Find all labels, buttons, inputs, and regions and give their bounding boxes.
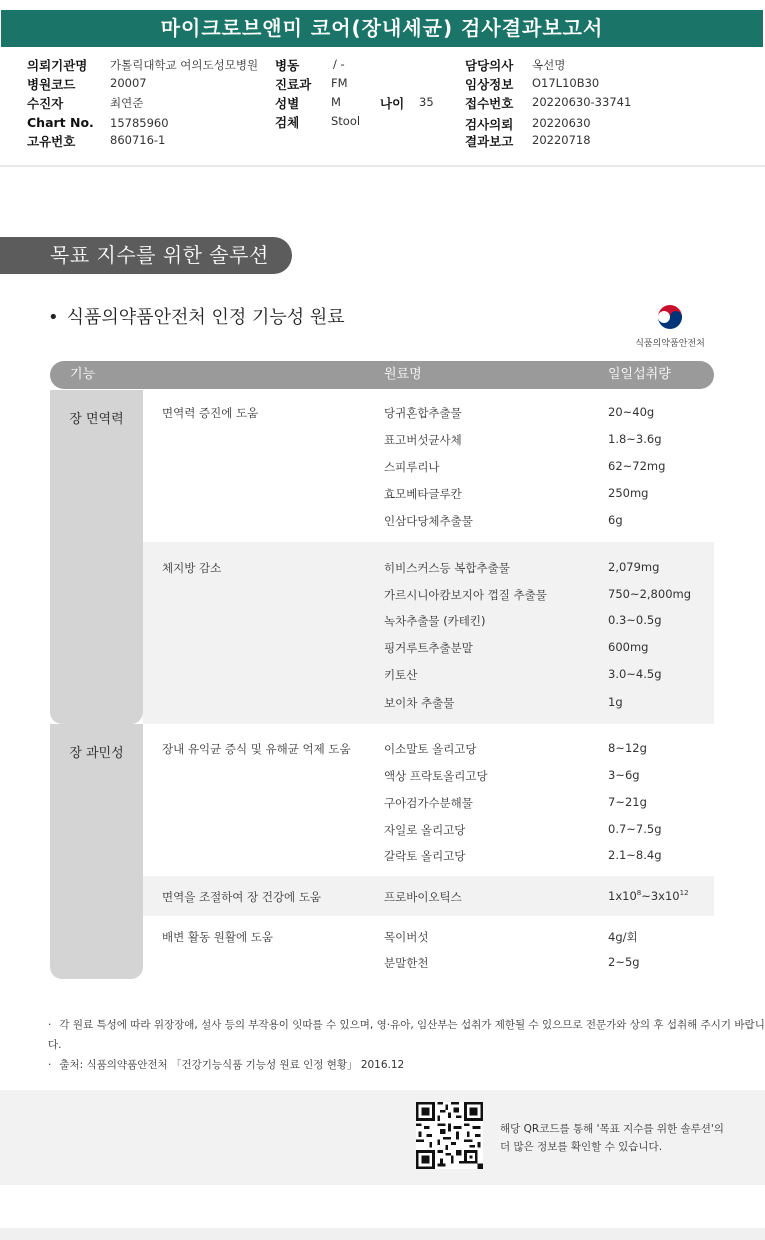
clinical-info-label: 임상정보 bbox=[465, 77, 514, 92]
chart-no-value: 15785960 bbox=[110, 116, 169, 130]
footnote bbox=[48, 1015, 765, 1055]
uid-label: 고유번호 bbox=[27, 134, 76, 149]
section-bullet: • bbox=[48, 307, 59, 328]
daily-dose: 3~6g bbox=[608, 768, 640, 782]
institution-label: 의뢰기관명 bbox=[27, 58, 88, 73]
daily-dose: 6g bbox=[608, 513, 623, 527]
table-row bbox=[0, 486, 765, 506]
ingredient-name: 핑거루트추출분말 bbox=[384, 641, 473, 655]
section-title-text: 식품의약품안전처 인정 기능성 원료 bbox=[66, 307, 345, 328]
ingredient-name: 효모베타글루칸 bbox=[384, 487, 462, 501]
mfds-logo-label: 식품의약품안전처 bbox=[635, 339, 705, 349]
divider bbox=[0, 165, 765, 167]
ingredient-name: 인삼다당체추출물 bbox=[384, 514, 473, 528]
footnote-text: 각 원료 특성에 따라 위장장애, 설사 등의 부작용이 잇따를 수 있으며, 영·유아, 임산부는 섭취가 제한될 수 있으므로 전문가와 상의 후 섭취해 주시기 바랍니다. bbox=[48, 1019, 765, 1051]
ingredient-name: 스피루리나 bbox=[384, 460, 440, 474]
group-gut-sensitivity: 장 과민성 bbox=[50, 724, 143, 979]
specimen-label: 검체 bbox=[275, 115, 300, 130]
daily-dose: 0.3~0.5g bbox=[608, 613, 662, 627]
ingredient-name: 갈락토 올리고당 bbox=[384, 849, 466, 863]
sex-label: 성별 bbox=[275, 96, 300, 111]
footnotes bbox=[48, 1015, 765, 1075]
table-row bbox=[0, 741, 765, 761]
table-row bbox=[0, 640, 765, 660]
table-row bbox=[0, 822, 765, 842]
table-row bbox=[0, 929, 765, 949]
header-dose: 일일섭취량 bbox=[608, 367, 671, 382]
footnote-text: 출처: 식품의약품안전처 「건강기능식품 기능성 원료 인정 현황」 2016.12 bbox=[59, 1059, 405, 1071]
ingredient-name: 보이차 추출물 bbox=[384, 696, 455, 710]
page-bottom-strip bbox=[0, 1228, 765, 1240]
hospital-code-label: 병원코드 bbox=[27, 77, 76, 92]
daily-dose: 0.7~7.5g bbox=[608, 822, 662, 836]
footnote-bullet: · bbox=[48, 1019, 52, 1031]
ingredient-name: 키토산 bbox=[384, 668, 418, 682]
chart-no-label: Chart No. bbox=[27, 115, 94, 130]
report-date-label: 결과보고 bbox=[465, 134, 514, 149]
ingredient-name: 분말한천 bbox=[384, 956, 429, 970]
daily-dose: 2~5g bbox=[608, 955, 640, 969]
recipient-value: 최연준 bbox=[110, 96, 144, 110]
qr-line-1: 해당 QR코드를 통해 '목표 지수를 위한 솔루션'의 bbox=[500, 1123, 724, 1135]
ward-value: / - bbox=[333, 57, 345, 71]
doctor-label: 담당의사 bbox=[465, 58, 514, 73]
table-row bbox=[0, 848, 765, 868]
dept-label: 진료과 bbox=[275, 77, 312, 92]
specimen-value: Stool bbox=[331, 114, 361, 128]
hospital-code-value: 20007 bbox=[110, 76, 147, 90]
daily-dose bbox=[608, 889, 689, 903]
ingredient-name: 프로바이오틱스 bbox=[384, 890, 462, 904]
daily-dose: 4g/회 bbox=[608, 930, 638, 944]
daily-dose: 1.8~3.6g bbox=[608, 432, 662, 446]
dose-exponent: 8 bbox=[636, 889, 642, 898]
dose-part: ~3x10 bbox=[641, 889, 680, 903]
ingredient-name: 녹차추출물 (카테킨) bbox=[384, 614, 486, 628]
clinical-info-value: O17L10B30 bbox=[532, 76, 600, 90]
header-ingredient: 원료명 bbox=[384, 367, 422, 382]
taegeuk-icon bbox=[653, 302, 687, 332]
ingredient-name: 히비스커스등 복합추출물 bbox=[384, 561, 510, 575]
dose-exponent: 12 bbox=[679, 889, 689, 898]
dose-part: 1x10 bbox=[608, 889, 637, 903]
ingredient-name: 구아검가수분해물 bbox=[384, 796, 473, 810]
daily-dose: 8~12g bbox=[608, 741, 647, 755]
daily-dose: 3.0~4.5g bbox=[608, 667, 662, 681]
daily-dose: 250mg bbox=[608, 486, 649, 500]
daily-dose: 20~40g bbox=[608, 405, 655, 419]
table-row bbox=[0, 587, 765, 607]
dept-value: FM bbox=[331, 76, 348, 90]
table-row bbox=[0, 432, 765, 452]
sex-value: M bbox=[331, 95, 341, 109]
doctor-value: 옥선명 bbox=[532, 58, 566, 72]
qr-line-2: 더 많은 정보를 확인할 수 있습니다. bbox=[500, 1141, 663, 1153]
solution-banner: 목표 지수를 위한 솔루션 bbox=[0, 237, 292, 274]
table-row bbox=[0, 955, 765, 975]
header-function: 기능 bbox=[70, 367, 96, 382]
table-row bbox=[0, 695, 765, 715]
ward-label: 병동 bbox=[275, 58, 300, 73]
table-row bbox=[0, 513, 765, 533]
request-date-value: 20220630 bbox=[532, 116, 591, 130]
uid-value: 860716-1 bbox=[110, 133, 166, 147]
table-row bbox=[0, 889, 765, 909]
daily-dose: 2.1~8.4g bbox=[608, 848, 662, 862]
function-label: 체지방 감소 bbox=[162, 561, 222, 575]
recipient-label: 수진자 bbox=[27, 96, 64, 111]
section-title bbox=[48, 303, 345, 329]
table-row bbox=[0, 613, 765, 633]
ingredient-name: 당귀혼합추출물 bbox=[384, 406, 462, 420]
table-header bbox=[50, 361, 714, 389]
daily-dose: 7~21g bbox=[608, 795, 647, 809]
function-label: 면역력 증진에 도움 bbox=[162, 406, 259, 420]
table-row bbox=[0, 768, 765, 788]
qr-code-icon[interactable] bbox=[416, 1102, 483, 1169]
patient-info bbox=[0, 56, 765, 152]
daily-dose: 1g bbox=[608, 695, 623, 709]
report-date-value: 20220718 bbox=[532, 133, 591, 147]
table-row bbox=[0, 459, 765, 479]
footnote bbox=[48, 1055, 765, 1075]
ingredient-name: 표고버섯균사체 bbox=[384, 433, 462, 447]
qr-description bbox=[500, 1120, 724, 1156]
group-gut-immunity: 장 면역력 bbox=[50, 390, 143, 724]
function-label: 장내 유익균 증식 및 유해균 억제 도움 bbox=[162, 742, 351, 756]
daily-dose: 62~72mg bbox=[608, 459, 666, 473]
receipt-no-label: 접수번호 bbox=[465, 96, 514, 111]
table-row bbox=[0, 405, 765, 425]
footnote-bullet: · bbox=[48, 1059, 52, 1071]
ingredient-name: 가르시니아캄보지아 껍질 추출물 bbox=[384, 588, 547, 602]
function-label: 면역을 조절하여 장 건강에 도움 bbox=[162, 890, 322, 904]
table-row bbox=[0, 560, 765, 580]
function-label: 배변 활동 원활에 도움 bbox=[162, 930, 273, 944]
ingredient-name: 목이버섯 bbox=[384, 930, 429, 944]
daily-dose: 600mg bbox=[608, 640, 649, 654]
receipt-no-value: 20220630-33741 bbox=[532, 95, 632, 109]
mfds-logo bbox=[630, 302, 710, 350]
daily-dose: 2,079mg bbox=[608, 560, 660, 574]
table-row bbox=[0, 667, 765, 687]
report-title: 마이크로브앤미 코어(장내세균) 검사결과보고서 bbox=[1, 10, 763, 47]
daily-dose: 750~2,800mg bbox=[608, 587, 692, 601]
ingredient-name: 자일로 올리고당 bbox=[384, 823, 466, 837]
ingredient-name: 이소말토 올리고당 bbox=[384, 742, 477, 756]
ingredient-name: 액상 프락토올리고당 bbox=[384, 769, 488, 783]
table-row bbox=[0, 795, 765, 815]
request-date-label: 검사의뢰 bbox=[465, 117, 514, 132]
institution-value: 가톨릭대학교 여의도성모병원 bbox=[110, 58, 259, 72]
age-label: 나이 bbox=[380, 96, 405, 111]
age-value: 35 bbox=[419, 95, 434, 109]
